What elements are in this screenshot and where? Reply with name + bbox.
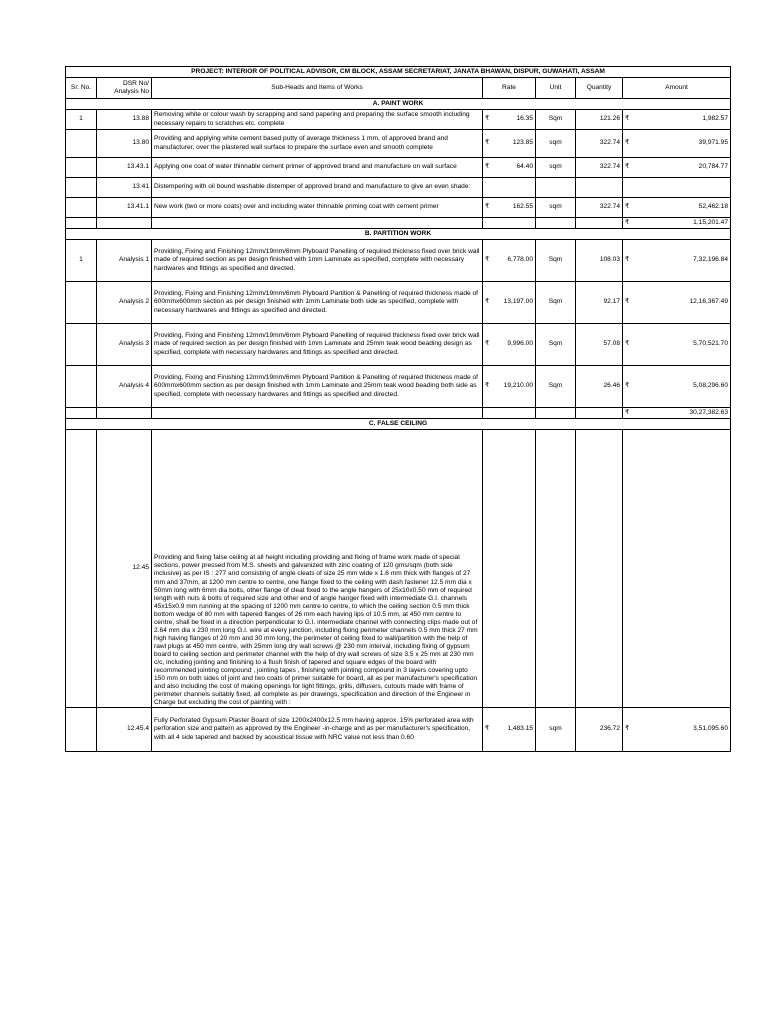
currency-symbol: ₹ bbox=[485, 256, 490, 264]
code-cell: Analysis 2 bbox=[97, 282, 152, 324]
sr-cell: 1 bbox=[66, 110, 97, 130]
unit-cell: sqm bbox=[536, 198, 576, 218]
unit-cell: Sqm bbox=[536, 110, 576, 130]
currency-symbol: ₹ bbox=[485, 163, 490, 171]
code-cell: 13.41 bbox=[97, 178, 152, 198]
amount-value: 3,51,095.60 bbox=[693, 725, 729, 733]
rate-cell bbox=[483, 324, 536, 366]
unit-cell: Sqm bbox=[536, 240, 576, 282]
desc-cell: Removing white or colour wash by scrapping and sand papering and preparing the surface smooth including necessary repairs to scratches etc. complete bbox=[152, 110, 483, 130]
rate-cell bbox=[483, 240, 536, 282]
desc-cell: Applying one coat of water thinnable cement primer of approved brand and manufacture on wall surface bbox=[152, 158, 483, 178]
rate-cell bbox=[483, 708, 536, 752]
code-cell: Analysis 4 bbox=[97, 366, 152, 408]
empty-cell bbox=[536, 408, 576, 419]
unit-cell: Sqm bbox=[536, 366, 576, 408]
desc-cell: Providing, Fixing and Finishing 12mm/19mm/6mm Plyboard Partition & Panelling of required thickness made of 600mmx600mm section as per design finished with 1mm Laminate and 25mm teak wood beading both side as specified, complete with necessary hardwares and fittings as specified and directed. bbox=[152, 366, 483, 408]
qty-cell: 322.74 bbox=[576, 158, 623, 178]
code-cell: 12.45.4 bbox=[97, 708, 152, 752]
amount-cell bbox=[623, 708, 731, 752]
table-row bbox=[66, 158, 731, 178]
code-cell: Analysis 3 bbox=[97, 324, 152, 366]
rate-cell bbox=[483, 178, 536, 198]
amount-cell bbox=[623, 178, 731, 198]
qty-cell: 322.74 bbox=[576, 198, 623, 218]
sr-cell bbox=[66, 366, 97, 408]
rate-cell bbox=[483, 198, 536, 218]
rate-value: 16.35 bbox=[516, 115, 533, 123]
currency-symbol: ₹ bbox=[485, 382, 490, 390]
desc-cell: Providing, Fixing and Finishing 12mm/19mm/6mm Plyboard Panelling of required thickness fixed over brick wall made of required section as per design finished with 1mm Laminate as specified, complete with necessary hardwares and fittings as specified and directed. bbox=[152, 240, 483, 282]
sr-cell bbox=[66, 324, 97, 366]
amount-cell bbox=[623, 282, 731, 324]
header-unit: Unit bbox=[536, 78, 576, 99]
total-row bbox=[66, 218, 731, 229]
table-row bbox=[66, 366, 731, 408]
rate-value: 162.55 bbox=[512, 203, 533, 211]
sr-cell bbox=[66, 282, 97, 324]
unit-cell: sqm bbox=[536, 708, 576, 752]
code-cell: Analysis 1 bbox=[97, 240, 152, 282]
rate-value: 6,778.00 bbox=[507, 256, 533, 264]
total-amount-cell bbox=[623, 408, 731, 419]
rate-value: 19,210.00 bbox=[503, 382, 533, 390]
table-row bbox=[66, 110, 731, 130]
header-amount: Amount bbox=[623, 78, 731, 99]
table-row bbox=[66, 130, 731, 158]
header-sr-no: Sr. No. bbox=[66, 78, 97, 99]
table-row bbox=[66, 240, 731, 282]
unit-cell: Sqm bbox=[536, 324, 576, 366]
desc-cell: Distempering with oil bound washable distemper of approved brand and manufacture to give an even shade: bbox=[152, 178, 483, 198]
amount-value: 7,32,196.84 bbox=[693, 256, 729, 264]
qty-cell bbox=[576, 178, 623, 198]
currency-symbol: ₹ bbox=[625, 218, 630, 226]
rate-cell bbox=[483, 130, 536, 158]
rate-value: 9,996.00 bbox=[507, 340, 533, 348]
amount-cell bbox=[623, 130, 731, 158]
table-row bbox=[66, 178, 731, 198]
empty-cell bbox=[576, 218, 623, 229]
currency-symbol: ₹ bbox=[485, 203, 490, 211]
section-row bbox=[66, 419, 731, 430]
sr-cell bbox=[66, 430, 97, 708]
rate-cell bbox=[483, 430, 536, 708]
currency-symbol: ₹ bbox=[485, 340, 490, 348]
amount-cell bbox=[623, 240, 731, 282]
rate-value: 1,483.15 bbox=[507, 725, 533, 733]
empty-cell bbox=[152, 218, 483, 229]
sr-cell bbox=[66, 158, 97, 178]
table-row bbox=[66, 282, 731, 324]
unit-cell: sqm bbox=[536, 158, 576, 178]
sr-cell bbox=[66, 198, 97, 218]
currency-symbol: ₹ bbox=[625, 256, 630, 264]
rate-cell bbox=[483, 110, 536, 130]
sr-cell: 1 bbox=[66, 240, 97, 282]
desc-cell: Fully Perforated Gypsum Plaster Board of size 1200x2400x12.5 mm having approx. 15% perforated area with perforation size and pattern as approved by the Engineer -in-charge and as per manufacturer's specification, with all 4 side tapered and backed by acoustical tissue with NRC value not less than 0.60 bbox=[152, 708, 483, 752]
currency-symbol: ₹ bbox=[625, 382, 630, 390]
total-amount-value: 1,15,201.47 bbox=[693, 218, 729, 226]
sr-cell bbox=[66, 708, 97, 752]
table-row bbox=[66, 198, 731, 218]
amount-cell bbox=[623, 110, 731, 130]
amount-cell bbox=[623, 366, 731, 408]
desc-cell: Providing and fixing false ceiling at all height including providing and fixing of frame work made of special sections, power pressed from M.S. sheets and galvanized with zinc coating of 120 gms/sqm (both side inclusive) as per IS : 277 and consisting of angle cleats of size 25 mm wide x 1.6 mm thick with flanges of 27 mm and 37mm, at 1200 mm centre to centre, one flange fixed to the ceiling with dash fastener 12.5 mm dia x 50mm long with 6mm dia bolts, other flange of cleat fixed to the angle hangers of 25x10x0.50 mm of required length with nuts & bolts of required size and other end of angle hanger fixed with intermediate G.I. channels 45x15x0.9 mm running at the spacing of 1200 mm centre to centre, to which the ceiling section 0.5 mm thick bottom wedge of 80 mm with tapered flanges of 26 mm each having lips of 10.5 mm, at 450 mm centre to centre, shall be fixed in a direction perpendicular to G.I. intermediate channel with connecting clips made out of 2.64 mm dia x 230 mm long G.I. wire at every junction, including fixing perimeter channels 0.5 mm thick 27 mm high having flanges of 20 mm and 30 mm long, the perimeter of ceiling fixed to wall/partition with the help of rawl plugs at 450 mm centre, with 25mm long dry wall screws @ 230 mm interval, including fixing of gypsum board to ceiling section and perimeter channel with the help of dry wall screws of size 3.5 x 25 mm at 230 mm c/c, including jointing and finishing to a flush finish of tapered and square edges of the board with recommended jointing compound , jointing tapes , finishing with jointing compound in 3 layers covering upto 150 mm on both sides of joint and two coats of primer suitable for board, all as per manufacturer's specification and also including the cost of making openings for light fittings, grills, diffusers, cutouts made with frame of perimeter channels suitably fixed, all complete as per drawings, specification and direction of the Engineer in Charge but excluding the cost of painting with : bbox=[152, 430, 483, 708]
unit-cell bbox=[536, 430, 576, 708]
currency-symbol: ₹ bbox=[625, 340, 630, 348]
total-amount-cell bbox=[623, 218, 731, 229]
header-dsr-no: DSR No/ Analysis No bbox=[97, 78, 152, 99]
desc-cell: Providing and applying white cement based putty of average thickness 1 mm, of approved brand and manufacturer, over the plastered wall surface to prepare the surface even and smooth complete bbox=[152, 130, 483, 158]
rate-cell bbox=[483, 366, 536, 408]
currency-symbol: ₹ bbox=[625, 725, 630, 733]
qty-cell: 322.74 bbox=[576, 130, 623, 158]
qty-cell: 108.03 bbox=[576, 240, 623, 282]
empty-cell bbox=[66, 408, 97, 419]
empty-cell bbox=[483, 408, 536, 419]
project-title-row bbox=[66, 67, 731, 78]
amount-value: 5,70,521.70 bbox=[693, 340, 729, 348]
header-rate: Rate bbox=[483, 78, 536, 99]
amount-cell bbox=[623, 430, 731, 708]
unit-cell: sqm bbox=[536, 130, 576, 158]
currency-symbol: ₹ bbox=[625, 139, 630, 147]
code-cell: 13.80 bbox=[97, 130, 152, 158]
section-title-paint-work: A. PAINT WORK bbox=[66, 99, 731, 110]
currency-symbol: ₹ bbox=[625, 163, 630, 171]
sr-cell bbox=[66, 130, 97, 158]
rate-cell bbox=[483, 158, 536, 178]
amount-cell bbox=[623, 198, 731, 218]
amount-value: 39,971.95 bbox=[698, 139, 729, 147]
section-row bbox=[66, 229, 731, 240]
code-cell: 13.88 bbox=[97, 110, 152, 130]
amount-value: 12,16,367.49 bbox=[689, 298, 729, 306]
code-cell: 13.43.1 bbox=[97, 158, 152, 178]
unit-cell: Sqm bbox=[536, 282, 576, 324]
empty-cell bbox=[152, 408, 483, 419]
section-title-false-ceiling: C. FALSE CEILING bbox=[66, 419, 731, 430]
amount-value: 52,462.18 bbox=[698, 203, 729, 211]
currency-symbol: ₹ bbox=[625, 115, 630, 123]
qty-cell: 121.26 bbox=[576, 110, 623, 130]
unit-cell bbox=[536, 178, 576, 198]
amount-cell bbox=[623, 158, 731, 178]
empty-cell bbox=[483, 218, 536, 229]
amount-cell bbox=[623, 324, 731, 366]
empty-cell bbox=[576, 408, 623, 419]
rate-value: 13,197.00 bbox=[503, 298, 533, 306]
table-row bbox=[66, 430, 731, 708]
header-quantity: Quantity bbox=[576, 78, 623, 99]
currency-symbol: ₹ bbox=[485, 298, 490, 306]
section-row bbox=[66, 99, 731, 110]
currency-symbol: ₹ bbox=[625, 203, 630, 211]
qty-cell: 236.72 bbox=[576, 708, 623, 752]
rate-value: 123.85 bbox=[512, 139, 533, 147]
table-row bbox=[66, 708, 731, 752]
empty-cell bbox=[536, 218, 576, 229]
sr-cell bbox=[66, 178, 97, 198]
project-title: PROJECT: INTERIOR OF POLITICAL ADVISOR, CM BLOCK, ASSAM SECRETARIAT, JANATA BHAWAN, DISPUR, GUWAHATI, ASSAM bbox=[66, 67, 731, 78]
code-cell: 13.41.1 bbox=[97, 198, 152, 218]
header-row bbox=[66, 78, 731, 99]
amount-value: 20,784.77 bbox=[698, 163, 729, 171]
code-cell: 12.45 bbox=[97, 430, 152, 708]
desc-cell: Providing, Fixing and Finishing 12mm/19mm/6mm Plyboard Partition & Panelling of required thickness made of 600mmx600mm section as per design finished with 1mm Laminate both side as specified, complete with necessary hardwares and fittings as specified and directed. bbox=[152, 282, 483, 324]
total-amount-value: 30,27,382.63 bbox=[689, 408, 729, 416]
currency-symbol: ₹ bbox=[485, 725, 490, 733]
currency-symbol: ₹ bbox=[485, 139, 490, 147]
table-row bbox=[66, 324, 731, 366]
section-title-partition-work: B. PARTITION WORK bbox=[66, 229, 731, 240]
header-items: Sub-Heads and Items of Works bbox=[152, 78, 483, 99]
qty-cell: 92.17 bbox=[576, 282, 623, 324]
estimate-table bbox=[65, 66, 731, 752]
rate-cell bbox=[483, 282, 536, 324]
empty-cell bbox=[97, 218, 152, 229]
empty-cell bbox=[97, 408, 152, 419]
qty-cell: 26.46 bbox=[576, 366, 623, 408]
currency-symbol: ₹ bbox=[485, 115, 490, 123]
amount-value: 5,08,296.60 bbox=[693, 382, 729, 390]
qty-cell bbox=[576, 430, 623, 708]
currency-symbol: ₹ bbox=[625, 298, 630, 306]
currency-symbol: ₹ bbox=[625, 408, 630, 416]
desc-cell: Providing, Fixing and Finishing 12mm/19mm/6mm Plyboard Panelling of required thickness fixed over brick wall made of required section as per design finished with 1mm Laminate and 25mm teak wood beading design as specified, complete with necessary hardwares and fittings as specified and directed. bbox=[152, 324, 483, 366]
qty-cell: 57.08 bbox=[576, 324, 623, 366]
empty-cell bbox=[66, 218, 97, 229]
rate-value: 64.40 bbox=[516, 163, 533, 171]
desc-cell: New work (two or more coats) over and including water thinnable priming coat with cement primer bbox=[152, 198, 483, 218]
total-row bbox=[66, 408, 731, 419]
amount-value: 1,982.57 bbox=[702, 115, 729, 123]
